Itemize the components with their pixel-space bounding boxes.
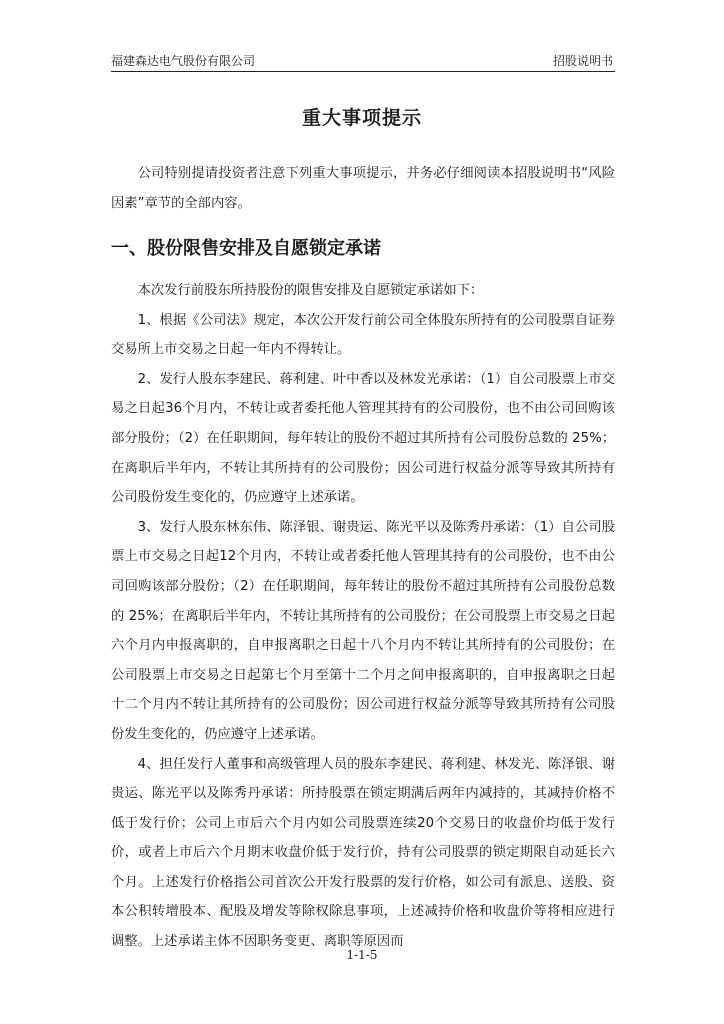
paragraph-item-4: 4、担任发行人董事和高级管理人员的股东李建民、蒋利建、林发光、陈泽银、谢贵运、陈光平以及陈秀丹承诺：所持股票在锁定期满后两年内减持的，其减持价格不低于发行价；公司上市后六个月内如公司股票连续20个交易日的收盘价均低于发行价，或者上市后六个月期末收盘价低于发行价，持有公司股票的锁定期限自动延长六个月。上述发行价格指公司首次公开发行股票的发行价格，如公司有派息、送股、资本公积转增股本、配股及增发等除权除息事项，上述减持价格和收盘价等将相应进行调整。上述承诺主体不因职务变更、离职等原因而: [111, 756, 615, 950]
page-header: [111, 49, 615, 72]
page-title: 重大事项提示: [301, 107, 422, 129]
paragraph-intro: 本次发行前股东所持股份的限售安排及自愿锁定承诺如下：: [137, 283, 484, 298]
header-document-type: 招股说明书: [552, 54, 613, 68]
header-company-name: 福建森达电气股份有限公司: [111, 54, 256, 68]
section-heading: 一、股份限售安排及自愿锁定承诺: [111, 238, 381, 259]
intro-paragraph: 公司特别提请投资者注意下列重大事项提示，并务必仔细阅读本招股说明书“风险因素”章节的全部内容。: [111, 166, 615, 211]
page-number: 1-1-5: [346, 948, 378, 962]
paragraph-item-3: 3、发行人股东林东伟、陈泽银、谢贵运、陈光平以及陈秀丹承诺：（1）自公司股票上市交易之日起12个月内，不转让或者委托他人管理其持有的公司股份，也不由公司回购该部分股份；（2）在任职期间，每年转让的股份不超过其所持有公司股份总数的 25%；在离职后半年内，不转让其所持有的公司股份；在公司股票上市交易之日起六个月内申报离职的，自申报离职之日起十八个月内不转让其所持有的公司股份；在公司股票上市交易之日起第七个月至第十二个月之间申报离职的，自申报离职之日起十二个月内不转让其所持有的公司股份；因公司进行权益分派等导致其所持有公司股份发生变化的，仍应遵守上述承诺。: [111, 519, 615, 742]
intro-block: [111, 159, 615, 218]
paragraph-item-1: 1、根据《公司法》规定，本次公开发行前公司全体股东所持有的公司股票自证券交易所上市交易之日起一年内不得转让。: [111, 312, 615, 358]
section-body: [111, 276, 615, 957]
paragraph-item-2: 2、发行人股东李建民、蒋利建、叶中香以及林发光承诺：（1）自公司股票上市交易之日起36个月内，不转让或者委托他人管理其持有的公司股份，也不由公司回购该部分股份；（2）在任职期间，每年转让的股份不超过其所持有公司股份总数的 25%；在离职后半年内，不转让其所持有的公司股份；因公司进行权益分派等导致其所持有公司股份发生变化的，仍应遵守上述承诺。: [111, 371, 615, 506]
